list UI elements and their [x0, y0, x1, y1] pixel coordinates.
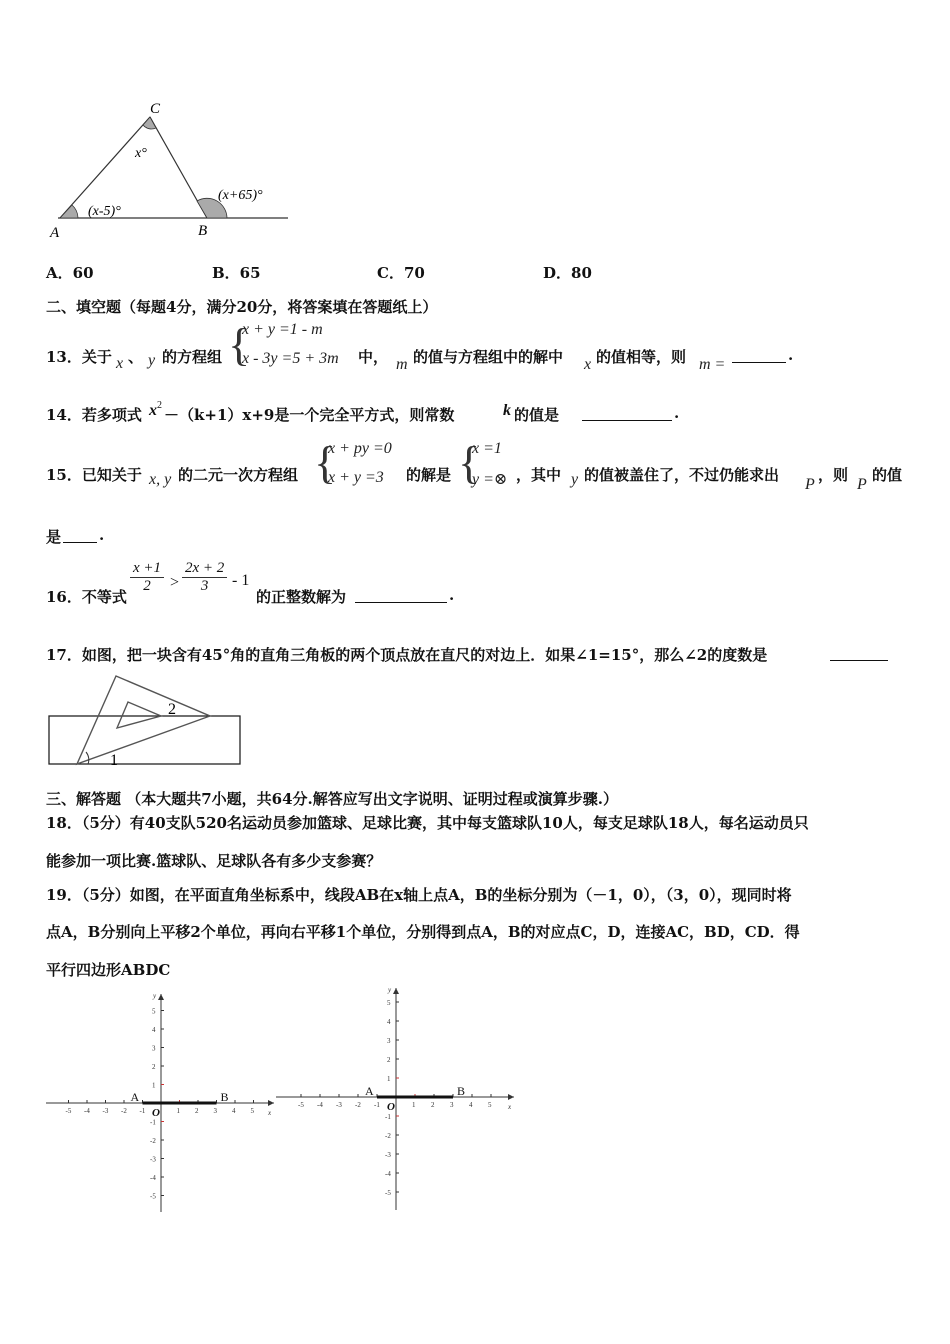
- q14-k: k: [503, 402, 511, 419]
- question-17: [46, 644, 906, 666]
- point-b-label: B: [220, 1090, 229, 1104]
- coordinate-plane-1: [42, 988, 282, 1218]
- q15-brace-2: {: [458, 437, 481, 488]
- q16-num2: 2x + 2: [182, 560, 227, 578]
- q16-end: .: [449, 586, 455, 604]
- q15-answer-blank[interactable]: [63, 528, 97, 543]
- x-tick-label: 4: [469, 1101, 473, 1109]
- y-axis-arrow: [158, 994, 164, 1000]
- x-axis-arrow: [508, 1094, 514, 1100]
- q13-var-y: y: [148, 352, 156, 369]
- q15-eq2: x + y =3: [328, 469, 384, 486]
- x-tick-label: -3: [336, 1101, 342, 1109]
- y-tick-label: 4: [387, 1018, 391, 1026]
- q15-line2-text: 是: [46, 528, 62, 546]
- coordinate-plane-2: [272, 982, 522, 1216]
- triangle-figure: [40, 95, 300, 245]
- question-16: [46, 558, 916, 608]
- q14-end: .: [674, 404, 680, 422]
- q16-fraction-1: [130, 560, 164, 595]
- q17-text: 17．如图，把一块含有45°角的直角三角板的两个顶点放在直尺的对边上．如果∠1=15°，那么∠2的度数是: [46, 646, 768, 664]
- x-tick-label: 5: [488, 1101, 492, 1109]
- question-13: [46, 318, 916, 378]
- label-A: A: [50, 225, 60, 241]
- x-tick-label: -4: [317, 1101, 323, 1109]
- q13-prefix: 13．关于: [46, 348, 112, 366]
- q13-end: .: [788, 346, 794, 364]
- y-tick-label: 3: [387, 1037, 391, 1045]
- q13-mid3: 的值与方程组中的解中: [413, 348, 564, 366]
- label-B: B: [198, 223, 208, 239]
- angle-2-label: 2: [168, 701, 176, 718]
- x-tick-label: 2: [195, 1107, 199, 1115]
- x-axis-label: x: [268, 1109, 272, 1117]
- q15-mid1: 的二元一次方程组: [178, 466, 299, 484]
- y-tick-label: -1: [385, 1113, 391, 1121]
- angle-1-label: 1: [110, 752, 118, 769]
- q13-var-x: x: [116, 355, 124, 372]
- y-tick-label: -2: [150, 1137, 156, 1145]
- y-tick-label: 4: [152, 1026, 156, 1034]
- q15-vars: x, y: [149, 471, 172, 488]
- ruler-triangle-figure: [44, 672, 248, 770]
- q16-gt: >: [170, 574, 180, 591]
- q16-den1: 2: [143, 578, 151, 594]
- x-tick-label: 5: [250, 1107, 254, 1115]
- q16-num1: x +1: [130, 560, 164, 578]
- x-tick-label: -1: [374, 1101, 380, 1109]
- q14-answer-blank[interactable]: [582, 406, 672, 421]
- y-tick-label: 1: [152, 1081, 156, 1090]
- point-a-label: A: [365, 1084, 374, 1098]
- q13-brace: {: [228, 319, 251, 370]
- x-tick-label: 4: [232, 1107, 236, 1115]
- q13-answer-blank[interactable]: [732, 348, 786, 363]
- x-tick-label: -5: [65, 1107, 72, 1115]
- q13-mid1: 的方程组: [162, 348, 223, 366]
- q14-rest2: 的值是: [514, 406, 560, 424]
- option-c: C．70: [377, 264, 425, 282]
- q16-rest: 的正整数解为: [256, 588, 347, 606]
- section-3-title: 三、解答题 （本大题共7小题，共64分.解答应写出文字说明、证明过程或演算步骤.）: [46, 790, 618, 808]
- q15-mid3: ，其中: [516, 466, 562, 484]
- x-axis-label: x: [508, 1103, 512, 1111]
- q13-var-x2: x: [584, 356, 592, 373]
- q14-x: x: [149, 402, 157, 419]
- x-tick-label: 1: [176, 1107, 180, 1115]
- q15-mid2: 的解是: [406, 466, 452, 484]
- x-tick-label: -2: [355, 1101, 361, 1109]
- q15-p1: P: [805, 476, 815, 493]
- x-tick-label: -5: [298, 1101, 304, 1109]
- q13-mid2: 中，: [358, 348, 389, 366]
- q19-line1: 19．（5分）如图，在平面直角坐标系中，线段AB在x轴上点A，B的坐标分别为（－1，0），（3，0），现同时将: [46, 886, 792, 904]
- origin-label: O: [387, 1101, 395, 1113]
- q16-fraction-2: [182, 560, 227, 595]
- section-2-title: 二、填空题（每题4分，满分20分，将答案填在答题纸上）: [46, 298, 438, 316]
- origin-label: O: [152, 1107, 160, 1119]
- x-tick-label: -3: [102, 1107, 109, 1115]
- option-d: D．80: [543, 264, 592, 282]
- q16-prefix: 16．不等式: [46, 588, 127, 606]
- q15-mid6: 的值: [872, 466, 903, 484]
- q15-brace-1: {: [314, 437, 337, 488]
- y-axis-arrow: [393, 988, 399, 994]
- q15-mid4: 的值被盖住了，不过仍能求出: [584, 466, 780, 484]
- question-14: [46, 400, 916, 426]
- x-tick-label: 3: [213, 1107, 217, 1115]
- q13-mid4: 的值相等，则: [596, 348, 687, 366]
- q13-sep: 、: [128, 348, 144, 366]
- y-tick-label: 5: [387, 999, 391, 1007]
- x-tick-label: -1: [139, 1107, 146, 1115]
- y-tick-label: -2: [385, 1132, 391, 1140]
- q19-line3: 平行四边形ABDC: [46, 961, 171, 979]
- x-tick-label: 1: [412, 1101, 416, 1109]
- x-tick-label: -4: [84, 1107, 90, 1115]
- y-tick-label: -4: [385, 1170, 391, 1178]
- q15-sol2: y =⊗: [472, 471, 508, 488]
- q13-eq2: x - 3y =5 + 3m: [242, 350, 339, 367]
- q13-eq1: x + y =1 - m: [242, 321, 323, 338]
- q18-line2: 能参加一项比赛.篮球队、足球队各有多少支参赛？: [46, 852, 382, 870]
- q14-prefix: 14．若多项式: [46, 406, 142, 424]
- q18-line1: 18．（5分）有40支队520名运动员参加篮球、足球比赛，其中每支篮球队10人，每支足球队18人，每名运动员只: [46, 814, 809, 832]
- q16-answer-blank[interactable]: [355, 588, 447, 603]
- y-tick-label: 5: [152, 1007, 156, 1016]
- q19-line2: 点A，B分别向上平移2个单位，再向右平移1个单位，分别得到点A，B的对应点C，D，连接AC，BD，CD．得: [46, 923, 800, 941]
- y-tick-label: -5: [385, 1189, 391, 1197]
- y-tick-label: 1: [387, 1075, 391, 1083]
- angle-label-a: (x-5)°: [88, 204, 121, 219]
- angle-label-c: x°: [135, 146, 147, 161]
- option-a: A．60: [46, 264, 94, 282]
- q15-p2: P: [857, 476, 867, 493]
- q14-rest: －（k+1）x+9是一个完全平方式，则常数: [164, 406, 455, 424]
- y-axis-label: y: [153, 992, 157, 1000]
- q15-prefix: 15．已知关于: [46, 466, 142, 484]
- q15-end: .: [99, 526, 105, 544]
- q16-minus-one: - 1: [232, 572, 250, 589]
- label-C: C: [150, 101, 161, 117]
- y-tick-label: 2: [152, 1063, 156, 1071]
- q15-var-y: y: [571, 471, 579, 488]
- q16-den2: 3: [200, 578, 209, 594]
- y-tick-label: -5: [150, 1192, 156, 1201]
- q15-mid5: ，则: [818, 466, 849, 484]
- y-axis-label: y: [388, 986, 392, 994]
- q15-eq1: x + py =0: [328, 440, 392, 457]
- y-tick-label: -3: [385, 1151, 391, 1159]
- angle-label-b: (x+65)°: [218, 188, 263, 203]
- x-tick-label: -2: [121, 1107, 127, 1115]
- q15-sol1: x =1: [472, 440, 502, 457]
- y-tick-label: 2: [387, 1056, 391, 1064]
- q17-answer-blank[interactable]: [830, 646, 888, 661]
- q13-var-m: m: [396, 356, 408, 373]
- q14-sup: 2: [157, 400, 162, 411]
- x-tick-label: 2: [431, 1101, 435, 1109]
- question-15: [46, 436, 926, 496]
- x-tick-label: 3: [450, 1101, 454, 1109]
- y-tick-label: 3: [152, 1044, 156, 1053]
- q13-answer-lhs: m =: [699, 356, 726, 373]
- point-a-label: A: [130, 1090, 140, 1104]
- y-tick-label: -4: [150, 1174, 156, 1182]
- y-tick-label: -1: [150, 1118, 156, 1127]
- point-b-label: B: [457, 1084, 466, 1098]
- y-tick-label: -3: [150, 1155, 156, 1164]
- q15-line2: [46, 526, 246, 548]
- option-b: B．65: [212, 264, 261, 282]
